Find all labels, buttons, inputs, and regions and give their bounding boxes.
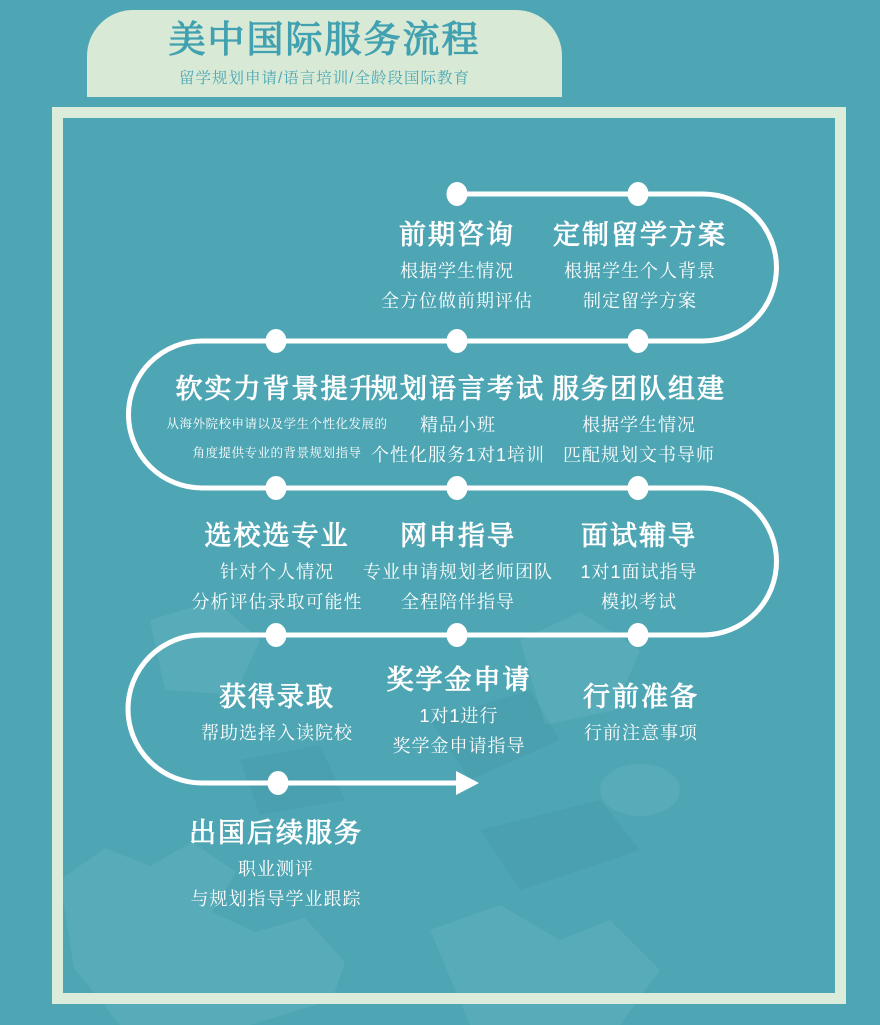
step-title: 前期咨询 xyxy=(399,220,515,250)
step-admission xyxy=(201,681,353,748)
step-subtitle-line: 个性化服务1对1培训 xyxy=(370,445,546,465)
node-dot xyxy=(266,329,287,353)
step-title: 服务团队组建 xyxy=(552,374,726,404)
step-title: 选校选专业 xyxy=(204,521,350,551)
step-subtitle-line: 专业申请规划老师团队 xyxy=(363,562,553,582)
page-title: 美中国际服务流程 xyxy=(168,18,481,60)
step-scholarship-application xyxy=(387,664,532,761)
step-subtitle-line: 针对个人情况 xyxy=(220,562,334,582)
node-dot xyxy=(266,623,287,647)
step-subtitle-line: 模拟考试 xyxy=(601,592,677,612)
step-title: 面试辅导 xyxy=(581,521,697,551)
step-subtitle-line: 奖学金申请指导 xyxy=(392,736,526,756)
arrow-head-icon xyxy=(456,771,479,795)
step-title: 奖学金申请 xyxy=(386,665,532,695)
step-subtitle-line: 全程陪伴指导 xyxy=(401,592,515,612)
step-subtitle-line: 1对1面试指导 xyxy=(580,562,698,582)
step-school-major-selection xyxy=(192,520,363,617)
step-initial-consultation xyxy=(381,219,533,316)
node-dot xyxy=(447,623,468,647)
node-dot xyxy=(628,623,649,647)
step-subtitle-line: 1对1进行 xyxy=(419,706,499,726)
step-title: 定制留学方案 xyxy=(553,220,727,250)
step-title: 网申指导 xyxy=(400,521,516,551)
step-subtitle-line: 匹配规划文书导师 xyxy=(563,445,715,465)
step-subtitle-line: 精品小班 xyxy=(420,415,496,435)
node-dot xyxy=(266,476,287,500)
node-dot xyxy=(447,182,468,206)
node-dot xyxy=(447,476,468,500)
step-subtitle-line: 帮助选择入读院校 xyxy=(201,723,353,743)
step-title: 软实力背景提升 xyxy=(175,374,379,404)
node-dot xyxy=(628,476,649,500)
step-subtitle-line: 根据学生情况 xyxy=(400,261,514,281)
step-online-application-guidance xyxy=(363,520,553,617)
step-title: 获得录取 xyxy=(219,682,335,712)
step-soft-skill-background xyxy=(166,373,387,468)
step-title: 行前准备 xyxy=(583,682,699,712)
step-language-test-planning xyxy=(371,373,545,470)
step-subtitle-line: 行前注意事项 xyxy=(584,723,698,743)
step-post-departure-services xyxy=(189,817,363,914)
node-dot xyxy=(628,329,649,353)
header-card xyxy=(87,10,562,97)
step-subtitle-line: 角度提供专业的背景规划指导 xyxy=(192,446,362,460)
node-dot xyxy=(628,182,649,206)
step-interview-coaching xyxy=(580,520,697,617)
step-subtitle-line: 从海外院校申请以及学生个性化发展的 xyxy=(166,417,388,431)
node-dot xyxy=(447,329,468,353)
step-subtitle-line: 与规划指导学业跟踪 xyxy=(190,889,362,909)
step-subtitle-line: 职业测评 xyxy=(238,859,314,879)
step-subtitle-line: 全方位做前期评估 xyxy=(381,291,533,311)
step-predeparture-preparation xyxy=(583,681,699,748)
step-title: 规划语言考试 xyxy=(371,374,545,404)
step-subtitle-line: 根据学生情况 xyxy=(582,415,696,435)
node-dot xyxy=(268,771,289,795)
step-custom-study-plan xyxy=(553,219,727,316)
step-service-team-setup xyxy=(552,373,726,470)
step-subtitle-line: 制定留学方案 xyxy=(583,291,697,311)
step-subtitle-line: 分析评估录取可能性 xyxy=(191,592,363,612)
step-subtitle-line: 根据学生个人背景 xyxy=(564,261,716,281)
page-subtitle: 留学规划申请/语言培训/全龄段国际教育 xyxy=(178,69,471,87)
step-title: 出国后续服务 xyxy=(189,818,363,848)
